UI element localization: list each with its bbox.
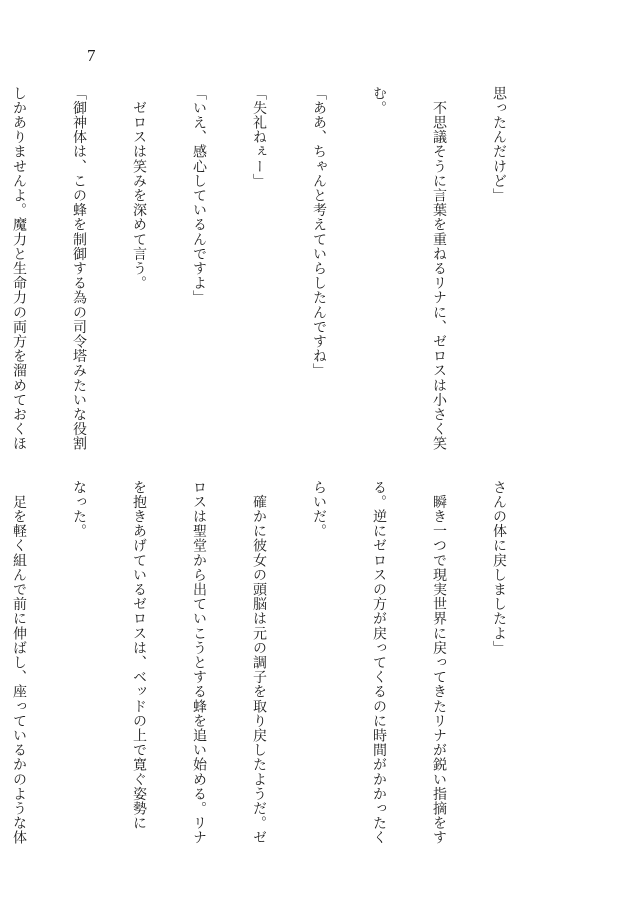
text-line: 不思議そうに言葉を重ねるリナに、ゼロスは小さく笑 [431, 86, 447, 451]
text-line: 「失礼ねぇー」 [251, 86, 267, 189]
text-line: 瞬き一つで現実世界に戻ってきたリナが鋭い指摘をす [431, 480, 447, 845]
text-line: 思ったんだけど」 [491, 86, 507, 203]
text-line: 「ああ、ちゃんと考えていらしたんですね」 [311, 86, 327, 378]
text-line: なった。 [71, 480, 87, 539]
text-line: さんの体に戻しましたよ」 [491, 480, 507, 656]
text-line: む。 [371, 86, 387, 116]
text-line: を抱きあげているゼロスは、ベッドの上で寛ぐ姿勢に [131, 480, 147, 831]
text-line: 「御神体は、この蜂を制御する為の司令塔みたいな役割 [71, 86, 87, 451]
text-line: しかありませんよ。魔力と生命力の両方を溜めておくほ [11, 86, 27, 451]
text-line: る。逆にゼロスの方が戻ってくるのに時間がかかったく [371, 480, 387, 845]
text-line: 確かに彼女の頭脳は元の調子を取り戻したようだ。ゼ [251, 480, 267, 845]
text-line: ゼロスは笑みを深めて言う。 [131, 86, 147, 291]
text-line: らいだ。 [311, 480, 327, 539]
upper-text-block [11, 86, 549, 451]
page-number: 7 [87, 46, 96, 65]
text-line: 足を軽く組んで前に伸ばし、座っているかのような体 [11, 480, 27, 845]
text-line: 「いえ、感心しているんですよ」 [191, 86, 207, 305]
text-line: ロスは聖堂から出ていこうとする蜂を追い始める。リナ [191, 480, 207, 845]
lower-text-block [11, 480, 549, 845]
